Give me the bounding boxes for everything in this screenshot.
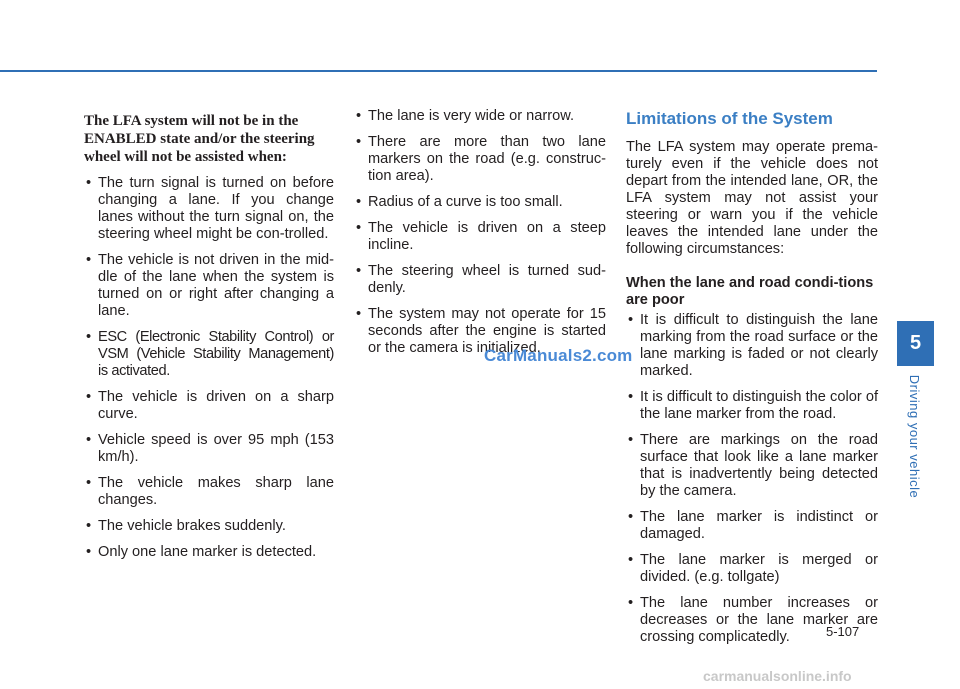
column1-list — [84, 175, 334, 561]
watermark-bottom: carmanualsonline.info — [703, 668, 852, 684]
chapter-tab: 5 — [897, 321, 934, 366]
list-item: • It is difficult to distinguish the lane marking from the road surface or the lane marking is faded or not clearly marked. — [626, 312, 878, 380]
list-item: • It is difficult to distinguish the color of the lane marker from the road. — [626, 389, 878, 423]
page-number: 5-107 — [826, 624, 860, 639]
list-item: • Radius of a curve is too small. — [354, 194, 606, 211]
list-item: • The turn signal is turned on before changing a lane. If you change lanes without the turn signal on, the steering wheel might be con-trolled. — [84, 175, 334, 243]
intro-paragraph: The LFA system may operate prema-turely even if the vehicle does not depart from the intended lane, OR, the LFA system may not assist your steering or warn you if the vehicle leaves the intended lane under the following circumstances: — [626, 139, 878, 257]
list-item: • The system may not operate for 15 seconds after the engine is started or the camera is initialized. — [354, 306, 606, 357]
list-item: • The lane number increases or decreases or the lane marker are crossing complicatedly. — [626, 595, 878, 646]
header-rule — [0, 70, 877, 72]
list-item: • Only one lane marker is detected. — [84, 544, 334, 561]
column-right — [626, 109, 878, 655]
column-left — [84, 112, 334, 570]
chapter-label-text: Driving your vehicle — [907, 374, 923, 498]
column-middle — [354, 108, 606, 366]
list-item: • The vehicle brakes suddenly. — [84, 518, 334, 535]
list-item: • The lane marker is indistinct or damaged. — [626, 509, 878, 543]
list-item: • Vehicle speed is over 95 mph (153 km/h). — [84, 432, 334, 466]
column1-heading: The LFA system will not be in the ENABLED state and/or the steering wheel will not be assisted when: — [84, 113, 315, 165]
list-item: • The steering wheel is turned sud-denly. — [354, 263, 606, 297]
list-item: • The lane is very wide or narrow. — [354, 108, 606, 125]
list-item: • ESC (Electronic Stability Control) or VSM (Vehicle Stability Management) is activated. — [84, 329, 334, 380]
list-item: • The vehicle is not driven in the mid-dle of the lane when the system is turned on or right after changing a lane. — [84, 252, 334, 320]
section-title: Limitations of the System — [626, 109, 833, 128]
list-item: • The vehicle is driven on a sharp curve. — [84, 389, 334, 423]
list-item: • The vehicle is driven on a steep incline. — [354, 220, 606, 254]
column2-list — [354, 108, 606, 357]
watermark-center: CarManuals2.com — [484, 346, 633, 365]
list-item: • There are markings on the road surface that look like a lane marker that is inadvertently being detected by the camera. — [626, 432, 878, 500]
column3-subheading: When the lane and road condi-tions are poor — [626, 275, 874, 308]
column3-list — [626, 312, 878, 646]
list-item: • The lane marker is merged or divided. (e.g. tollgate) — [626, 552, 878, 586]
chapter-side-label — [895, 374, 935, 498]
list-item: • The vehicle makes sharp lane changes. — [84, 475, 334, 509]
list-item: • There are more than two lane markers on the road (e.g. construc-tion area). — [354, 134, 606, 185]
